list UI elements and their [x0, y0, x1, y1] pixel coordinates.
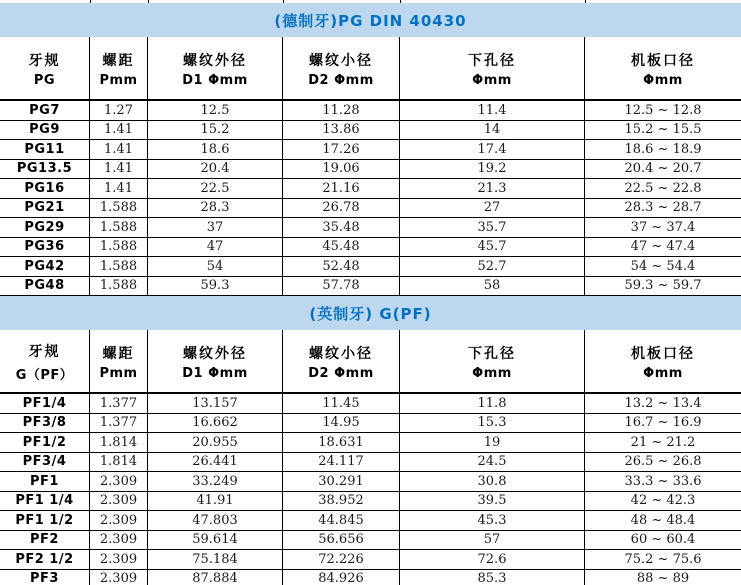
value-cell: 19.06	[283, 160, 400, 179]
value-cell: 2.309	[90, 531, 148, 550]
value-cell: 59.3 ~ 59.7	[624, 278, 702, 294]
value-cell: 26.441	[148, 453, 283, 472]
value-cell: 16.7 ~ 16.9	[624, 415, 702, 431]
value-cell: 14	[400, 121, 585, 140]
column-divider-stub	[148, 0, 149, 3]
value-cell: 1.814	[90, 453, 148, 472]
column-header-unit: D2 Φmm	[308, 73, 374, 88]
value-cell: 84.926	[283, 570, 400, 585]
value-cell: 28.3 ~ 28.7	[624, 200, 702, 216]
value-cell: 18.6 ~ 18.9	[624, 141, 702, 157]
table-row	[0, 433, 741, 453]
value-cell: 1.377	[90, 394, 148, 413]
table-row	[0, 101, 741, 121]
column-header-unit: Pmm	[99, 366, 138, 381]
thread-size-cell: PF1/4	[0, 394, 90, 413]
value-cell: 58	[400, 277, 585, 296]
column-divider-stub	[283, 0, 284, 3]
column-header	[283, 330, 400, 392]
column-divider-stub	[90, 0, 91, 3]
column-header-unit: Φmm	[643, 366, 683, 381]
value-cell: 11.8	[400, 394, 585, 413]
value-cell: 19.2	[400, 160, 585, 179]
column-header-title: 螺距	[102, 53, 135, 69]
value-cell: 27	[400, 199, 585, 218]
column-header	[585, 330, 741, 392]
table-row	[0, 160, 741, 180]
column-header-title: 螺距	[102, 346, 135, 362]
column-header-unit: Φmm	[643, 73, 683, 88]
value-cell: 30.291	[283, 472, 400, 491]
column-header-unit: Φmm	[472, 73, 512, 88]
value-cell: 45.48	[283, 238, 400, 257]
column-header-unit: Pmm	[99, 73, 138, 88]
thread-size-cell: PG29	[0, 218, 90, 237]
value-cell: 21 ~ 21.2	[630, 434, 696, 450]
value-cell: 11.45	[283, 394, 400, 413]
value-cell: 2.309	[90, 570, 148, 585]
column-header-title: 下孔径	[468, 53, 516, 69]
value-cell: 54 ~ 54.4	[630, 258, 696, 274]
thread-size-cell: PG16	[0, 179, 90, 198]
table-row	[0, 492, 741, 512]
value-cell: 21.3	[400, 179, 585, 198]
table-row	[0, 570, 741, 585]
value-cell: 20.4 ~ 20.7	[624, 161, 702, 177]
value-cell: 22.5 ~ 22.8	[624, 180, 702, 196]
value-cell: 20.4	[148, 160, 283, 179]
column-header	[400, 330, 585, 392]
value-cell: 33.249	[148, 472, 283, 491]
thread-size-cell: PF3/8	[0, 414, 90, 433]
value-cell: 1.588	[90, 218, 148, 237]
pg-din-title: (德制牙)PG DIN 40430	[274, 11, 467, 30]
value-cell: 13.2 ~ 13.4	[624, 395, 702, 411]
column-header-title: 牙规	[28, 53, 61, 69]
thread-size-cell: PG9	[0, 121, 90, 140]
value-cell: 19	[400, 433, 585, 452]
thread-size-cell: PF1	[0, 472, 90, 491]
value-cell: 1.41	[90, 179, 148, 198]
column-header-title: 螺纹外径	[183, 53, 247, 69]
value-cell: 72.6	[400, 550, 585, 569]
value-cell: 15.2 ~ 15.5	[624, 122, 702, 138]
value-cell: 38.952	[283, 492, 400, 511]
column-header-title: 牙规	[28, 344, 61, 360]
value-cell: 11.28	[283, 101, 400, 120]
thread-size-cell: PF1 1/4	[0, 492, 90, 511]
value-cell: 45.7	[400, 238, 585, 257]
column-header	[148, 330, 283, 392]
value-cell: 18.631	[283, 433, 400, 452]
column-header	[90, 37, 148, 99]
column-header	[283, 37, 400, 99]
value-cell: 1.27	[90, 101, 148, 120]
thread-size-cell: PG36	[0, 238, 90, 257]
pg-din-title-band	[0, 3, 741, 37]
value-cell: 1.41	[90, 160, 148, 179]
thread-size-cell: PG21	[0, 199, 90, 218]
value-cell: 2.309	[90, 511, 148, 530]
value-cell: 16.662	[148, 414, 283, 433]
thread-size-cell: PF2	[0, 531, 90, 550]
column-header-unit: G（PF）	[15, 368, 74, 383]
column-header-unit: PG	[33, 73, 56, 88]
thread-size-cell: PF2 1/2	[0, 550, 90, 569]
value-cell: 35.7	[400, 218, 585, 237]
value-cell: 57	[400, 531, 585, 550]
column-header-title: 机板口径	[631, 346, 695, 362]
column-header-title: 螺纹外径	[183, 346, 247, 362]
column-header-title: 螺纹小径	[309, 346, 373, 362]
value-cell: 59.614	[148, 531, 283, 550]
value-cell: 33.3 ~ 33.6	[624, 473, 702, 489]
value-cell: 41.91	[148, 492, 283, 511]
value-cell: 57.78	[283, 277, 400, 296]
value-cell: 24.5	[400, 453, 585, 472]
thread-size-cell: PF3	[0, 570, 90, 585]
value-cell: 72.226	[283, 550, 400, 569]
top-strip	[0, 0, 741, 3]
value-cell: 26.78	[283, 199, 400, 218]
table-row	[0, 453, 741, 473]
value-cell: 1.588	[90, 199, 148, 218]
value-cell: 13.86	[283, 121, 400, 140]
value-cell: 87.884	[148, 570, 283, 585]
table-row	[0, 511, 741, 531]
value-cell: 26.5 ~ 26.8	[624, 454, 702, 470]
value-cell: 13.157	[148, 394, 283, 413]
table-row	[0, 277, 741, 297]
gpf-table-header-row	[0, 330, 741, 394]
value-cell: 37	[148, 218, 283, 237]
value-cell: 2.309	[90, 550, 148, 569]
value-cell: 39.5	[400, 492, 585, 511]
thread-size-cell: PF1 1/2	[0, 511, 90, 530]
value-cell: 59.3	[148, 277, 283, 296]
table-row	[0, 550, 741, 570]
table-row	[0, 531, 741, 551]
value-cell: 75.184	[148, 550, 283, 569]
value-cell: 56.656	[283, 531, 400, 550]
value-cell: 1.588	[90, 277, 148, 296]
column-header-title: 机板口径	[631, 53, 695, 69]
column-header	[90, 330, 148, 392]
column-header	[585, 37, 741, 99]
value-cell: 47.803	[148, 511, 283, 530]
value-cell: 1.814	[90, 433, 148, 452]
gpf-title-band	[0, 296, 741, 330]
pg-table-body	[0, 101, 741, 296]
gpf-title: (英制牙) G(PF)	[309, 304, 432, 323]
value-cell: 54	[148, 257, 283, 276]
value-cell: 12.5	[148, 101, 283, 120]
thread-size-cell: PG13.5	[0, 160, 90, 179]
value-cell: 18.6	[148, 140, 283, 159]
value-cell: 30.8	[400, 472, 585, 491]
value-cell: 45.3	[400, 511, 585, 530]
value-cell: 14.95	[283, 414, 400, 433]
pg-table-header-row	[0, 37, 741, 101]
table-row	[0, 179, 741, 199]
value-cell: 1.41	[90, 140, 148, 159]
value-cell: 48 ~ 48.4	[630, 512, 696, 528]
value-cell: 85.3	[400, 570, 585, 585]
value-cell: 1.41	[90, 121, 148, 140]
value-cell: 22.5	[148, 179, 283, 198]
value-cell: 15.2	[148, 121, 283, 140]
value-cell: 17.26	[283, 140, 400, 159]
column-header-title: 螺纹小径	[309, 53, 373, 69]
table-row	[0, 218, 741, 238]
value-cell: 42 ~ 42.3	[630, 493, 696, 509]
value-cell: 88 ~ 89	[636, 571, 690, 585]
column-header-unit: D2 Φmm	[308, 366, 374, 381]
table-row	[0, 121, 741, 141]
value-cell: 17.4	[400, 140, 585, 159]
column-header	[148, 37, 283, 99]
thread-size-cell: PG7	[0, 101, 90, 120]
table-row	[0, 394, 741, 414]
column-header-unit: D1 Φmm	[182, 366, 248, 381]
column-header	[0, 330, 90, 392]
value-cell: 1.588	[90, 257, 148, 276]
value-cell: 15.3	[400, 414, 585, 433]
value-cell: 21.16	[283, 179, 400, 198]
thread-size-cell: PF3/4	[0, 453, 90, 472]
column-header	[0, 37, 90, 99]
value-cell: 2.309	[90, 472, 148, 491]
table-row	[0, 238, 741, 258]
table-row	[0, 140, 741, 160]
value-cell: 52.48	[283, 257, 400, 276]
column-header-title: 下孔径	[468, 346, 516, 362]
value-cell: 47	[148, 238, 283, 257]
value-cell: 24.117	[283, 453, 400, 472]
value-cell: 52.7	[400, 257, 585, 276]
column-header-unit: Φmm	[472, 366, 512, 381]
value-cell: 1.377	[90, 414, 148, 433]
table-row	[0, 199, 741, 219]
value-cell: 28.3	[148, 199, 283, 218]
table-row	[0, 414, 741, 434]
value-cell: 12.5 ~ 12.8	[624, 102, 702, 118]
value-cell: 47 ~ 47.4	[630, 239, 696, 255]
value-cell: 60 ~ 60.4	[630, 532, 696, 548]
table-row	[0, 257, 741, 277]
value-cell: 35.48	[283, 218, 400, 237]
value-cell: 20.955	[148, 433, 283, 452]
value-cell: 1.588	[90, 238, 148, 257]
value-cell: 37 ~ 37.4	[630, 219, 696, 235]
column-header-unit: D1 Φmm	[182, 73, 248, 88]
column-header	[400, 37, 585, 99]
value-cell: 75.2 ~ 75.6	[624, 551, 702, 567]
thread-size-cell: PG42	[0, 257, 90, 276]
table-row	[0, 472, 741, 492]
thread-size-cell: PF1/2	[0, 433, 90, 452]
gpf-table-body	[0, 394, 741, 585]
value-cell: 11.4	[400, 101, 585, 120]
thread-size-cell: PG11	[0, 140, 90, 159]
value-cell: 2.309	[90, 492, 148, 511]
thread-size-cell: PG48	[0, 277, 90, 296]
column-divider-stub	[585, 0, 586, 3]
column-divider-stub	[400, 0, 401, 3]
value-cell: 44.845	[283, 511, 400, 530]
